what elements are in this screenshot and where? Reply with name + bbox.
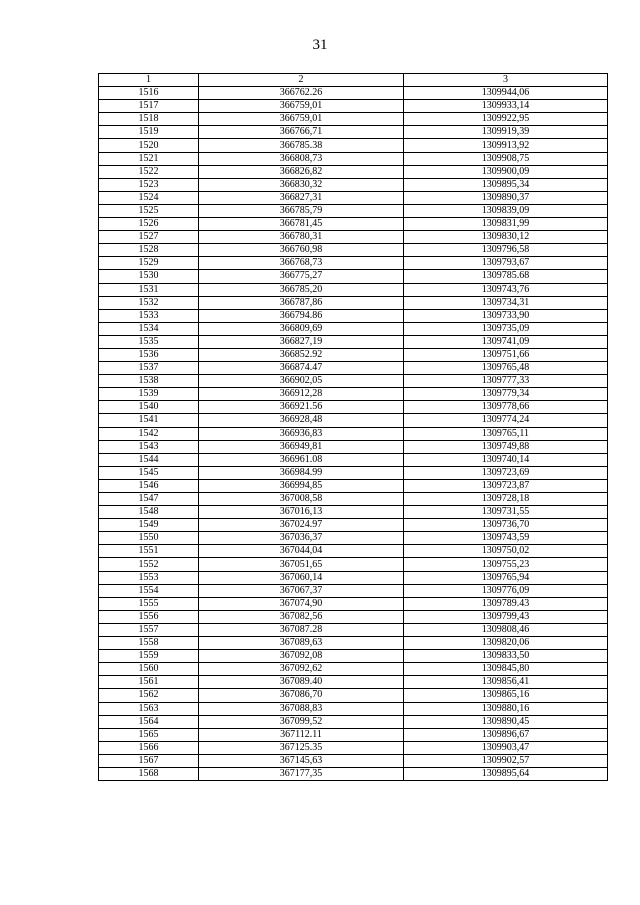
x-coordinate-cell: 367036,37: [199, 532, 404, 545]
table-row: [99, 100, 608, 113]
point-number-cell: 1539: [99, 388, 199, 401]
table-row: [99, 479, 608, 492]
table-body: [99, 87, 608, 781]
x-coordinate-cell: 366936,83: [199, 427, 404, 440]
y-coordinate-cell: 1309723,87: [404, 479, 608, 492]
y-coordinate-cell: 1309755,23: [404, 558, 608, 571]
x-coordinate-cell: 366961.08: [199, 453, 404, 466]
y-coordinate-cell: 1309774,24: [404, 414, 608, 427]
y-coordinate-cell: 1309890,45: [404, 715, 608, 728]
y-coordinate-cell: 1309734,31: [404, 296, 608, 309]
x-coordinate-cell: 367074,90: [199, 597, 404, 610]
point-number-cell: 1516: [99, 87, 199, 100]
table-row: [99, 335, 608, 348]
y-coordinate-cell: 1309944,06: [404, 87, 608, 100]
point-number-cell: 1529: [99, 257, 199, 270]
table-row: [99, 348, 608, 361]
y-coordinate-cell: 1309789.43: [404, 597, 608, 610]
y-coordinate-cell: 1309919,39: [404, 126, 608, 139]
table-row: [99, 126, 608, 139]
y-coordinate-cell: 1309740,14: [404, 453, 608, 466]
x-coordinate-cell: 366874.47: [199, 362, 404, 375]
x-coordinate-cell: 367088,83: [199, 702, 404, 715]
point-number-cell: 1542: [99, 427, 199, 440]
y-coordinate-cell: 1309895,64: [404, 767, 608, 780]
y-coordinate-cell: 1309765,48: [404, 362, 608, 375]
y-coordinate-cell: 1309735,09: [404, 322, 608, 335]
y-coordinate-cell: 1309808,46: [404, 623, 608, 636]
point-number-cell: 1531: [99, 283, 199, 296]
x-coordinate-cell: 367177,35: [199, 767, 404, 780]
table-row: [99, 466, 608, 479]
table-row: [99, 558, 608, 571]
table-row: [99, 283, 608, 296]
point-number-cell: 1563: [99, 702, 199, 715]
x-coordinate-cell: 366766,71: [199, 126, 404, 139]
table-row: [99, 650, 608, 663]
x-coordinate-cell: 366912,28: [199, 388, 404, 401]
point-number-cell: 1544: [99, 453, 199, 466]
y-coordinate-cell: 1309831,99: [404, 218, 608, 231]
y-coordinate-cell: 1309880,16: [404, 702, 608, 715]
x-coordinate-cell: 366994,85: [199, 479, 404, 492]
point-number-cell: 1558: [99, 637, 199, 650]
y-coordinate-cell: 1309856,41: [404, 676, 608, 689]
y-coordinate-cell: 1309765,11: [404, 427, 608, 440]
table-header-row: [99, 74, 608, 87]
table-row: [99, 388, 608, 401]
x-coordinate-cell: 367016,13: [199, 506, 404, 519]
table-row: [99, 453, 608, 466]
table-row: [99, 231, 608, 244]
y-coordinate-cell: 1309845,80: [404, 663, 608, 676]
point-number-cell: 1540: [99, 401, 199, 414]
point-number-cell: 1520: [99, 139, 199, 152]
point-number-cell: 1524: [99, 191, 199, 204]
y-coordinate-cell: 1309793,67: [404, 257, 608, 270]
point-number-cell: 1550: [99, 532, 199, 545]
table-row: [99, 257, 608, 270]
point-number-cell: 1517: [99, 100, 199, 113]
table-row: [99, 728, 608, 741]
table-row: [99, 204, 608, 217]
x-coordinate-cell: 366768,73: [199, 257, 404, 270]
column-header-2: 2: [199, 74, 404, 87]
x-coordinate-cell: 366785,79: [199, 204, 404, 217]
x-coordinate-cell: 366809,69: [199, 322, 404, 335]
x-coordinate-cell: 366921.56: [199, 401, 404, 414]
table-row: [99, 322, 608, 335]
x-coordinate-cell: 367112.11: [199, 728, 404, 741]
x-coordinate-cell: 366949,81: [199, 440, 404, 453]
point-number-cell: 1553: [99, 571, 199, 584]
point-number-cell: 1538: [99, 375, 199, 388]
point-number-cell: 1525: [99, 204, 199, 217]
y-coordinate-cell: 1309913,92: [404, 139, 608, 152]
x-coordinate-cell: 366826,82: [199, 165, 404, 178]
point-number-cell: 1565: [99, 728, 199, 741]
table-row: [99, 689, 608, 702]
table-row: [99, 139, 608, 152]
y-coordinate-cell: 1309839,09: [404, 204, 608, 217]
y-coordinate-cell: 1309830,12: [404, 231, 608, 244]
x-coordinate-cell: 366785,20: [199, 283, 404, 296]
y-coordinate-cell: 1309741,09: [404, 335, 608, 348]
x-coordinate-cell: 366762.26: [199, 87, 404, 100]
point-number-cell: 1527: [99, 231, 199, 244]
x-coordinate-cell: 366902,05: [199, 375, 404, 388]
y-coordinate-cell: 1309799,43: [404, 610, 608, 623]
x-coordinate-cell: 366759,01: [199, 113, 404, 126]
y-coordinate-cell: 1309922,95: [404, 113, 608, 126]
y-coordinate-cell: 1309933,14: [404, 100, 608, 113]
table-row: [99, 165, 608, 178]
point-number-cell: 1568: [99, 767, 199, 780]
point-number-cell: 1559: [99, 650, 199, 663]
x-coordinate-cell: 367092,62: [199, 663, 404, 676]
x-coordinate-cell: 366808,73: [199, 152, 404, 165]
x-coordinate-cell: 366760,98: [199, 244, 404, 257]
x-coordinate-cell: 367092,08: [199, 650, 404, 663]
point-number-cell: 1554: [99, 584, 199, 597]
x-coordinate-cell: 366785.38: [199, 139, 404, 152]
y-coordinate-cell: 1309895,34: [404, 178, 608, 191]
table-row: [99, 113, 608, 126]
point-number-cell: 1564: [99, 715, 199, 728]
x-coordinate-cell: 367024.97: [199, 519, 404, 532]
x-coordinate-cell: 366830,32: [199, 178, 404, 191]
y-coordinate-cell: 1309723,69: [404, 466, 608, 479]
x-coordinate-cell: 366827,19: [199, 335, 404, 348]
y-coordinate-cell: 1309733,90: [404, 309, 608, 322]
point-number-cell: 1567: [99, 754, 199, 767]
x-coordinate-cell: 366759,01: [199, 100, 404, 113]
point-number-cell: 1557: [99, 623, 199, 636]
table-row: [99, 178, 608, 191]
point-number-cell: 1541: [99, 414, 199, 427]
table-row: [99, 663, 608, 676]
point-number-cell: 1523: [99, 178, 199, 191]
table-row: [99, 296, 608, 309]
column-header-3: 3: [404, 74, 608, 87]
column-header-1: 1: [99, 74, 199, 87]
table-row: [99, 754, 608, 767]
y-coordinate-cell: 1309776,09: [404, 584, 608, 597]
y-coordinate-cell: 1309785.68: [404, 270, 608, 283]
table-row: [99, 702, 608, 715]
y-coordinate-cell: 1309777,33: [404, 375, 608, 388]
point-number-cell: 1562: [99, 689, 199, 702]
y-coordinate-cell: 1309736,70: [404, 519, 608, 532]
table-row: [99, 309, 608, 322]
coordinates-table: [98, 73, 608, 781]
x-coordinate-cell: 367051,65: [199, 558, 404, 571]
point-number-cell: 1536: [99, 348, 199, 361]
x-coordinate-cell: 366787,86: [199, 296, 404, 309]
y-coordinate-cell: 1309731,55: [404, 506, 608, 519]
table-row: [99, 152, 608, 165]
y-coordinate-cell: 1309903,47: [404, 741, 608, 754]
y-coordinate-cell: 1309908,75: [404, 152, 608, 165]
point-number-cell: 1546: [99, 479, 199, 492]
table-row: [99, 767, 608, 780]
point-number-cell: 1543: [99, 440, 199, 453]
y-coordinate-cell: 1309833,50: [404, 650, 608, 663]
point-number-cell: 1519: [99, 126, 199, 139]
y-coordinate-cell: 1309743,59: [404, 532, 608, 545]
point-number-cell: 1518: [99, 113, 199, 126]
x-coordinate-cell: 366928,48: [199, 414, 404, 427]
table-row: [99, 715, 608, 728]
x-coordinate-cell: 367089.40: [199, 676, 404, 689]
point-number-cell: 1537: [99, 362, 199, 375]
x-coordinate-cell: 367087.28: [199, 623, 404, 636]
table-row: [99, 414, 608, 427]
x-coordinate-cell: 366827,31: [199, 191, 404, 204]
point-number-cell: 1548: [99, 506, 199, 519]
x-coordinate-cell: 366794.86: [199, 309, 404, 322]
y-coordinate-cell: 1309779,34: [404, 388, 608, 401]
table-row: [99, 270, 608, 283]
page-number: 31: [312, 37, 328, 53]
x-coordinate-cell: 367044,04: [199, 545, 404, 558]
x-coordinate-cell: 366780,31: [199, 231, 404, 244]
table-row: [99, 362, 608, 375]
point-number-cell: 1526: [99, 218, 199, 231]
table-row: [99, 610, 608, 623]
y-coordinate-cell: 1309750,02: [404, 545, 608, 558]
x-coordinate-cell: 366984.99: [199, 466, 404, 479]
table-row: [99, 741, 608, 754]
point-number-cell: 1551: [99, 545, 199, 558]
point-number-cell: 1561: [99, 676, 199, 689]
y-coordinate-cell: 1309865,16: [404, 689, 608, 702]
y-coordinate-cell: 1309728,18: [404, 493, 608, 506]
table-row: [99, 623, 608, 636]
x-coordinate-cell: 367082,56: [199, 610, 404, 623]
point-number-cell: 1556: [99, 610, 199, 623]
y-coordinate-cell: 1309778,66: [404, 401, 608, 414]
table-row: [99, 506, 608, 519]
table-row: [99, 571, 608, 584]
y-coordinate-cell: 1309896,67: [404, 728, 608, 741]
point-number-cell: 1566: [99, 741, 199, 754]
point-number-cell: 1560: [99, 663, 199, 676]
y-coordinate-cell: 1309749,88: [404, 440, 608, 453]
table-row: [99, 401, 608, 414]
point-number-cell: 1533: [99, 309, 199, 322]
y-coordinate-cell: 1309765,94: [404, 571, 608, 584]
x-coordinate-cell: 366852.92: [199, 348, 404, 361]
table-row: [99, 519, 608, 532]
y-coordinate-cell: 1309743,76: [404, 283, 608, 296]
point-number-cell: 1535: [99, 335, 199, 348]
y-coordinate-cell: 1309796,58: [404, 244, 608, 257]
x-coordinate-cell: 367099,52: [199, 715, 404, 728]
point-number-cell: 1547: [99, 493, 199, 506]
point-number-cell: 1555: [99, 597, 199, 610]
x-coordinate-cell: 366775,27: [199, 270, 404, 283]
table-row: [99, 584, 608, 597]
point-number-cell: 1521: [99, 152, 199, 165]
table-row: [99, 532, 608, 545]
table-row: [99, 375, 608, 388]
point-number-cell: 1552: [99, 558, 199, 571]
y-coordinate-cell: 1309890,37: [404, 191, 608, 204]
x-coordinate-cell: 367060,14: [199, 571, 404, 584]
table-row: [99, 637, 608, 650]
x-coordinate-cell: 367125.35: [199, 741, 404, 754]
point-number-cell: 1528: [99, 244, 199, 257]
point-number-cell: 1549: [99, 519, 199, 532]
x-coordinate-cell: 367086,70: [199, 689, 404, 702]
table-row: [99, 493, 608, 506]
y-coordinate-cell: 1309900,09: [404, 165, 608, 178]
table-row: [99, 218, 608, 231]
table-row: [99, 597, 608, 610]
y-coordinate-cell: 1309820,06: [404, 637, 608, 650]
x-coordinate-cell: 367067,37: [199, 584, 404, 597]
x-coordinate-cell: 366781,45: [199, 218, 404, 231]
point-number-cell: 1530: [99, 270, 199, 283]
point-number-cell: 1534: [99, 322, 199, 335]
table-row: [99, 676, 608, 689]
y-coordinate-cell: 1309751,66: [404, 348, 608, 361]
point-number-cell: 1532: [99, 296, 199, 309]
table-row: [99, 427, 608, 440]
x-coordinate-cell: 367008,58: [199, 493, 404, 506]
table-row: [99, 545, 608, 558]
table-row: [99, 440, 608, 453]
x-coordinate-cell: 367145,63: [199, 754, 404, 767]
table-row: [99, 191, 608, 204]
point-number-cell: 1522: [99, 165, 199, 178]
table-row: [99, 244, 608, 257]
y-coordinate-cell: 1309902,57: [404, 754, 608, 767]
x-coordinate-cell: 367089,63: [199, 637, 404, 650]
table-row: [99, 87, 608, 100]
point-number-cell: 1545: [99, 466, 199, 479]
